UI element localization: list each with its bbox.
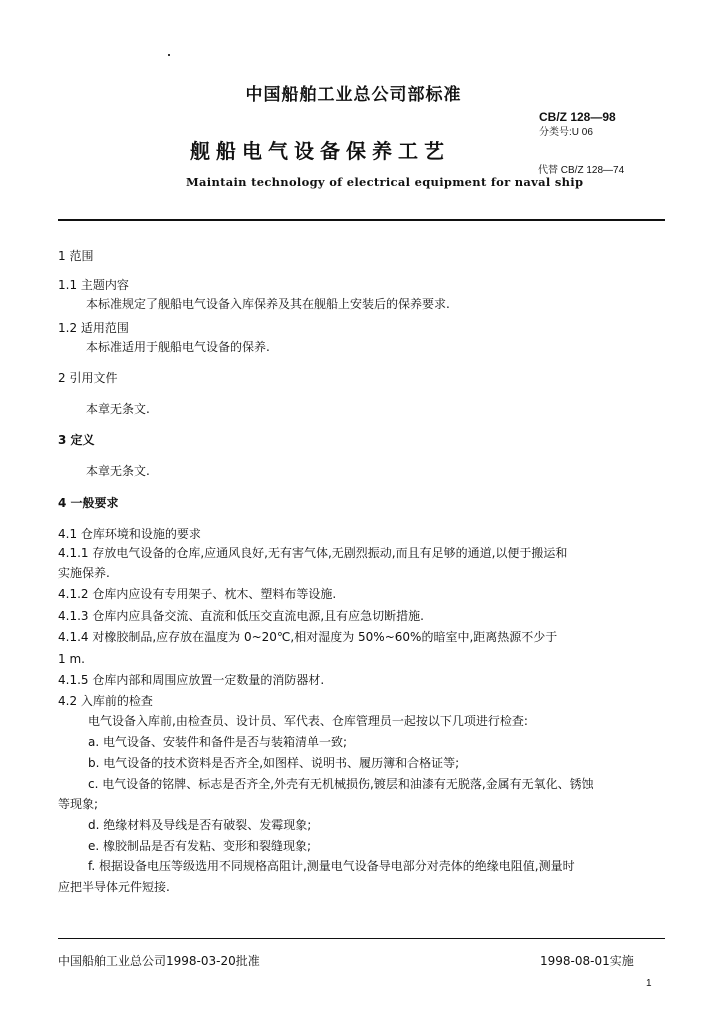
scan-speck <box>168 54 170 56</box>
replaces-standard: 代替 CB/Z 128—74 <box>538 165 625 176</box>
footer-rule <box>58 938 665 939</box>
paragraph: 本标准适用于舰船电气设备的保养. <box>86 340 270 354</box>
english-title: Maintain technology of electrical equipment for naval ship <box>186 175 584 189</box>
clause-line: 4.1.1 存放电气设备的仓库,应通风良好,无有害气体,无剧烈振动,而且有足够的通道,以便于搬运和 <box>58 546 568 560</box>
paragraph: 本章无条文. <box>86 464 150 478</box>
effective-date: 1998-08-01实施 <box>540 954 634 968</box>
list-item-continuation: 应把半导体元件短接. <box>58 880 170 894</box>
list-item: d. 绝缘材料及导线是否有破裂、发霉现象; <box>88 818 312 832</box>
subsection-heading: 4.1 仓库环境和设施的要求 <box>58 527 201 541</box>
page-number: 1 <box>646 978 652 989</box>
list-item: b. 电气设备的技术资料是否齐全,如图样、说明书、履历簿和合格证等; <box>88 756 460 770</box>
classification-number: 分类号:U 06 <box>539 127 593 138</box>
list-item: c. 电气设备的铭牌、标志是否齐全,外壳有无机械损伤,镀层和油漆有无脱落,金属有无氧化、锈蚀 <box>88 777 594 791</box>
paragraph: 电气设备入库前,由检查员、设计员、军代表、仓库管理员一起按以下几项进行检查: <box>88 714 528 728</box>
subsection-heading: 4.2 入库前的检查 <box>58 694 153 708</box>
clause-line: 4.1.5 仓库内部和周围应放置一定数量的消防器材. <box>58 673 325 687</box>
header-rule <box>58 219 665 221</box>
clause-line: 实施保养. <box>58 566 110 580</box>
clause-line: 4.1.3 仓库内应具备交流、直流和低压交直流电源,且有应急切断措施. <box>58 609 424 623</box>
paragraph: 本章无条文. <box>86 402 150 416</box>
standard-code: CB/Z 128—98 <box>539 110 616 124</box>
list-item: f. 根据设备电压等级选用不同规格高阻计,测量电气设备导电部分对壳体的绝缘电阻值,测量时 <box>88 859 575 873</box>
list-item-continuation: 等现象; <box>58 797 99 811</box>
section-heading: 2 引用文件 <box>58 371 118 385</box>
section-heading: 3 定义 <box>58 433 95 447</box>
clause-line: 4.1.2 仓库内应设有专用架子、枕木、塑料布等设施. <box>58 587 337 601</box>
paragraph: 本标准规定了舰船电气设备入库保养及其在舰船上安装后的保养要求. <box>86 297 450 311</box>
section-heading: 1 范围 <box>58 249 94 263</box>
clause-line: 4.1.4 对橡胶制品,应存放在温度为 0~20℃,相对湿度为 50%~60%的暗室中,距离热源不少于 <box>58 630 558 644</box>
list-item: e. 橡胶制品是否有发粘、变形和裂缝现象; <box>88 839 312 853</box>
approval-date: 中国船舶工业总公司1998-03-20批准 <box>58 954 260 968</box>
clause-line: 1 m. <box>58 652 85 666</box>
list-item: a. 电气设备、安装件和备件是否与装箱清单一致; <box>88 735 348 749</box>
subsection-heading: 1.1 主题内容 <box>58 278 129 292</box>
document-title: 舰船电气设备保养工艺 <box>190 139 450 163</box>
organization-name: 中国船舶工业总公司部标准 <box>245 85 462 105</box>
subsection-heading: 1.2 适用范围 <box>58 321 129 335</box>
section-heading: 4 一般要求 <box>58 496 119 510</box>
